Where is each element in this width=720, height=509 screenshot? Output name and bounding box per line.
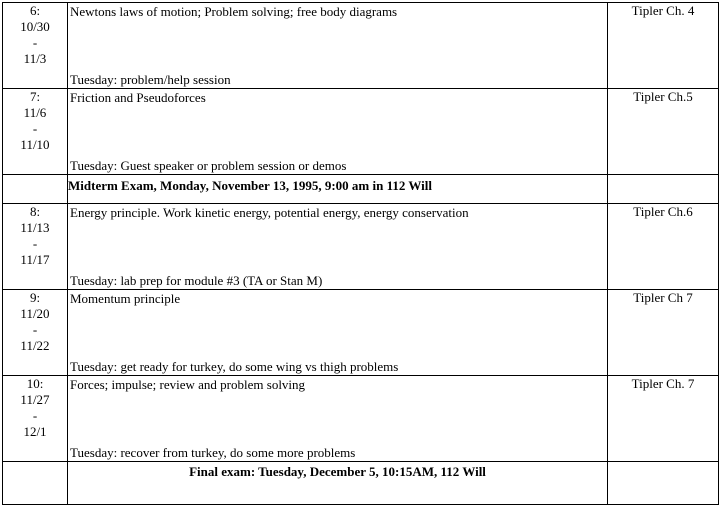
week-start-date: 11/27 [20, 392, 50, 407]
week-date-dash: - [32, 35, 38, 50]
midterm-cell [68, 175, 608, 204]
week-end-date: 11/17 [20, 252, 50, 267]
topic-text: Energy principle. Work kinetic energy, potential energy, energy conservation [70, 205, 469, 220]
week-start-date: 11/6 [23, 105, 47, 120]
week-end-date: 11/22 [20, 338, 50, 353]
topic-cell [68, 290, 608, 376]
tuesday-text: Tuesday: get ready for turkey, do some wing vs thigh problems [70, 359, 399, 374]
week-cell [3, 376, 68, 462]
course-schedule-table [2, 2, 719, 505]
schedule-row-week-10 [3, 376, 719, 462]
reading-cell: Tipler Ch.6 [608, 204, 719, 290]
week-cell [3, 89, 68, 175]
reading-cell: Tipler Ch 7 [608, 290, 719, 376]
week-date-dash: - [32, 236, 38, 251]
week-date-dash: - [32, 121, 38, 136]
week-cell [3, 204, 68, 290]
final-exam-row [3, 462, 719, 505]
schedule-row-week-8 [3, 204, 719, 290]
tuesday-text: Tuesday: Guest speaker or problem session or demos [70, 158, 347, 173]
schedule-row-week-7 [3, 89, 719, 175]
tuesday-text: Tuesday: lab prep for module #3 (TA or Stan M) [70, 273, 323, 288]
week-date-dash: - [32, 322, 38, 337]
empty-week-cell [3, 175, 68, 204]
empty-reading-cell [608, 462, 719, 505]
topic-text: Newtons laws of motion; Problem solving; free body diagrams [70, 4, 398, 19]
midterm-row [3, 175, 719, 204]
empty-week-cell [3, 462, 68, 505]
week-start-date: 11/13 [20, 220, 50, 235]
reading-cell: Tipler Ch. 4 [608, 3, 719, 89]
schedule-row-week-6 [3, 3, 719, 89]
schedule-row-week-9 [3, 290, 719, 376]
week-start-date: 11/20 [20, 306, 50, 321]
week-number: 9: [29, 290, 41, 305]
empty-reading-cell [608, 175, 719, 204]
week-end-date: 11/3 [23, 51, 47, 66]
midterm-text: Midterm Exam, Monday, November 13, 1995, 9:00 am in 112 Will [68, 178, 432, 193]
week-end-date: 12/1 [23, 424, 47, 439]
topic-cell [68, 89, 608, 175]
topic-text: Friction and Pseudoforces [70, 90, 206, 105]
topic-text: Forces; impulse; review and problem solving [70, 377, 306, 392]
week-number: 7: [29, 89, 41, 104]
topic-cell [68, 376, 608, 462]
topic-cell [68, 3, 608, 89]
week-number: 10: [26, 376, 44, 391]
week-cell [3, 290, 68, 376]
week-start-date: 10/30 [20, 19, 50, 34]
topic-cell [68, 204, 608, 290]
topic-text: Momentum principle [70, 291, 181, 306]
reading-cell: Tipler Ch.5 [608, 89, 719, 175]
tuesday-text: Tuesday: recover from turkey, do some more problems [70, 445, 356, 460]
week-end-date: 11/10 [20, 137, 50, 152]
week-number: 6: [29, 3, 41, 18]
reading-cell: Tipler Ch. 7 [608, 376, 719, 462]
final-exam-cell: Final exam: Tuesday, December 5, 10:15AM, 112 Will [68, 462, 608, 505]
tuesday-text: Tuesday: problem/help session [70, 72, 231, 87]
week-date-dash: - [32, 408, 38, 423]
week-cell [3, 3, 68, 89]
week-number: 8: [29, 204, 41, 219]
